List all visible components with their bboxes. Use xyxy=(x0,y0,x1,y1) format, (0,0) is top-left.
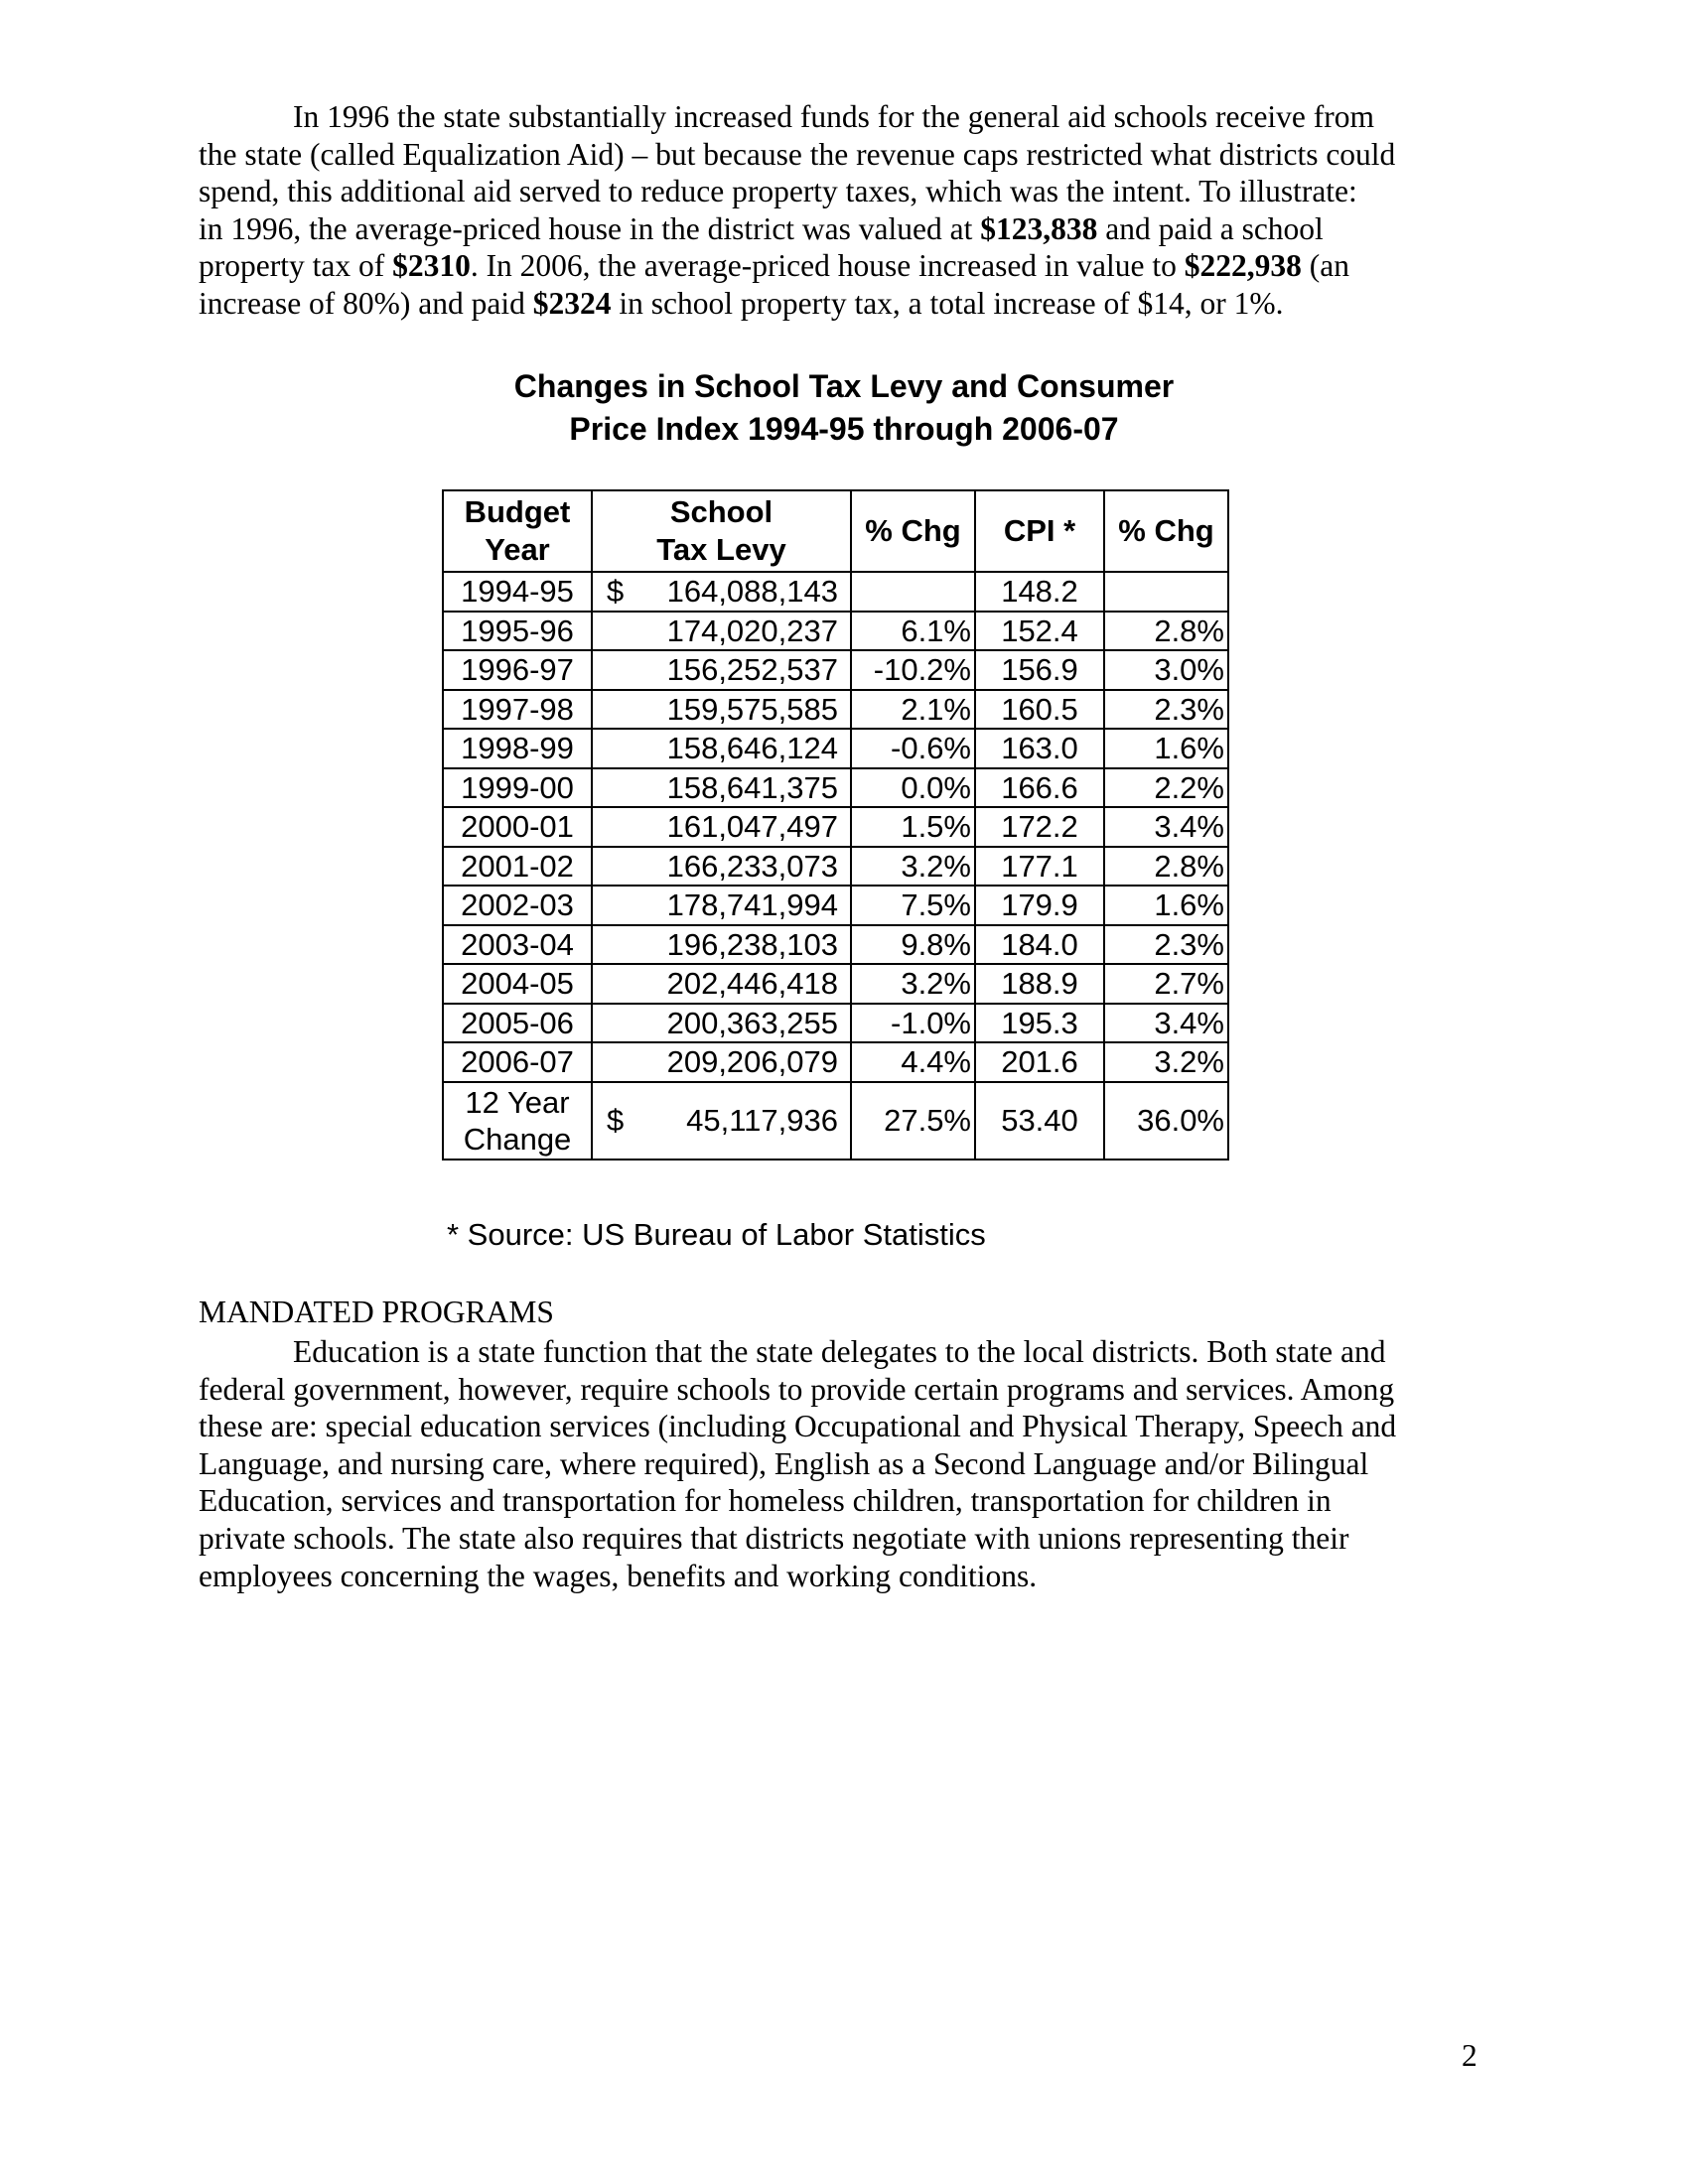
header-budget-year xyxy=(443,490,592,572)
cpi-pct-change-cell: 2.7% xyxy=(1104,964,1228,1004)
mandated-line: Language, and nursing care, where required), English as a Second Language and/or Bilingual xyxy=(199,1445,1369,1481)
intro-paragraph xyxy=(199,98,1489,323)
levy-pct-change-cell: 0.0% xyxy=(851,768,975,808)
cpi-pct-change-cell: 2.8% xyxy=(1104,847,1228,887)
intro-line xyxy=(199,98,1489,136)
table-row xyxy=(443,847,1228,887)
levy-pct-change-cell: -1.0% xyxy=(851,1004,975,1043)
levy-cell xyxy=(592,1042,851,1082)
total-cpi-pct-cell: 36.0% xyxy=(1104,1082,1228,1160)
table-row xyxy=(443,807,1228,847)
table-row xyxy=(443,925,1228,965)
levy-cell xyxy=(592,847,851,887)
intro-text: In 1996 the state substantially increased funds for the general aid schools receive from xyxy=(293,99,1375,134)
header-budget-year-line-2: Year xyxy=(485,532,550,567)
intro-bold-amount: $123,838 xyxy=(980,210,1098,246)
cpi-pct-change-cell xyxy=(1104,572,1228,612)
levy-value: 196,238,103 xyxy=(666,926,838,962)
total-dollar-sign: $ xyxy=(607,1103,625,1138)
intro-line xyxy=(199,210,1489,248)
levy-cell xyxy=(592,612,851,651)
total-year-cell xyxy=(443,1082,592,1160)
total-levy-cell xyxy=(592,1082,851,1160)
intro-line xyxy=(199,247,1489,285)
levy-cell xyxy=(592,650,851,690)
table-title-line-2: Price Index 1994-95 through 2006-07 xyxy=(569,411,1119,447)
dollar-sign: $ xyxy=(607,574,625,610)
cpi-pct-change-cell: 3.2% xyxy=(1104,1042,1228,1082)
levy-pct-change-cell: 4.4% xyxy=(851,1042,975,1082)
cpi-cell: 195.3 xyxy=(975,1004,1104,1043)
table-title xyxy=(199,365,1489,451)
intro-text: the state (called Equalization Aid) – but because the revenue caps restricted what districts could xyxy=(199,136,1396,172)
total-year-line-2: Change xyxy=(463,1121,572,1157)
levy-pct-change-cell: 3.2% xyxy=(851,964,975,1004)
year-cell: 1994-95 xyxy=(443,572,592,612)
cpi-pct-change-cell: 1.6% xyxy=(1104,886,1228,925)
levy-value: 178,741,994 xyxy=(666,887,838,923)
levy-cell xyxy=(592,807,851,847)
header-pct-chg: % Chg xyxy=(851,490,975,572)
intro-bold-amount: $2324 xyxy=(532,285,612,321)
levy-value: 158,646,124 xyxy=(666,731,838,766)
year-cell: 2001-02 xyxy=(443,847,592,887)
cpi-cell: 152.4 xyxy=(975,612,1104,651)
mandated-line: Education, services and transportation for homeless children, transportation for children in xyxy=(199,1483,1332,1519)
intro-text: and paid a school xyxy=(1097,210,1324,246)
levy-pct-change-cell xyxy=(851,572,975,612)
header-cpi-pct-chg: % Chg xyxy=(1104,490,1228,572)
mandated-line: federal government, however, require schools to provide certain programs and services. Among xyxy=(199,1371,1395,1407)
levy-pct-change-cell: 3.2% xyxy=(851,847,975,887)
cpi-pct-change-cell: 2.2% xyxy=(1104,768,1228,808)
cpi-cell: 156.9 xyxy=(975,650,1104,690)
levy-cell xyxy=(592,886,851,925)
mandated-programs-paragraph xyxy=(199,1333,1489,1594)
header-cpi: CPI * xyxy=(975,490,1104,572)
levy-pct-change-cell: 7.5% xyxy=(851,886,975,925)
cpi-pct-change-cell: 3.0% xyxy=(1104,650,1228,690)
intro-text: property tax of xyxy=(199,248,393,284)
levy-pct-change-cell: 2.1% xyxy=(851,690,975,730)
levy-value: 158,641,375 xyxy=(666,769,838,805)
year-cell: 2004-05 xyxy=(443,964,592,1004)
cpi-cell: 166.6 xyxy=(975,768,1104,808)
year-cell: 1998-99 xyxy=(443,729,592,768)
levy-value: 202,446,418 xyxy=(666,966,838,1002)
levy-cell xyxy=(592,768,851,808)
header-budget-year-line-1: Budget xyxy=(464,494,571,529)
cpi-cell: 184.0 xyxy=(975,925,1104,965)
cpi-cell: 179.9 xyxy=(975,886,1104,925)
cpi-cell: 148.2 xyxy=(975,572,1104,612)
table-row xyxy=(443,964,1228,1004)
year-cell: 1995-96 xyxy=(443,612,592,651)
mandated-line: employees concerning the wages, benefits and working conditions. xyxy=(199,1558,1038,1593)
intro-text: in school property tax, a total increase of $14, or 1%. xyxy=(611,285,1284,321)
cpi-cell: 160.5 xyxy=(975,690,1104,730)
cpi-pct-change-cell: 3.4% xyxy=(1104,1004,1228,1043)
mandated-line: these are: special education services (including Occupational and Physical Therapy, Speech and xyxy=(199,1409,1397,1444)
intro-text: spend, this additional aid served to reduce property taxes, which was the intent. To illustrate: xyxy=(199,174,1357,209)
levy-cell xyxy=(592,729,851,768)
year-cell: 2003-04 xyxy=(443,925,592,965)
mandated-programs-heading: MANDATED PROGRAMS xyxy=(199,1295,554,1329)
table-title-line-1: Changes in School Tax Levy and Consumer xyxy=(513,368,1175,404)
total-cpi-cell: 53.40 xyxy=(975,1082,1104,1160)
mandated-line: private schools. The state also requires that districts negotiate with unions representing their xyxy=(199,1520,1349,1556)
intro-bold-amount: $222,938 xyxy=(1184,248,1302,284)
levy-value: 164,088,143 xyxy=(666,574,838,610)
table-row xyxy=(443,612,1228,651)
table-row xyxy=(443,1004,1228,1043)
table-row xyxy=(443,572,1228,612)
cpi-pct-change-cell: 2.8% xyxy=(1104,612,1228,651)
levy-value: 200,363,255 xyxy=(666,1005,838,1040)
table-row xyxy=(443,768,1228,808)
cpi-pct-change-cell: 2.3% xyxy=(1104,690,1228,730)
table-row xyxy=(443,729,1228,768)
year-cell: 2006-07 xyxy=(443,1042,592,1082)
total-year-line-1: 12 Year xyxy=(465,1084,570,1120)
table-row xyxy=(443,886,1228,925)
year-cell: 1997-98 xyxy=(443,690,592,730)
header-school-tax-levy xyxy=(592,490,851,572)
levy-cell xyxy=(592,572,851,612)
levy-cell xyxy=(592,1004,851,1043)
cpi-cell: 172.2 xyxy=(975,807,1104,847)
levy-cell xyxy=(592,964,851,1004)
mandated-line: Education is a state function that the state delegates to the local districts. Both state and xyxy=(293,1334,1386,1369)
levy-cell xyxy=(592,925,851,965)
levy-value: 156,252,537 xyxy=(666,652,838,688)
levy-pct-change-cell: -0.6% xyxy=(851,729,975,768)
intro-line xyxy=(199,173,1489,210)
intro-bold-amount: $2310 xyxy=(392,248,471,284)
intro-line xyxy=(199,285,1489,323)
levy-cell xyxy=(592,690,851,730)
intro-text: in 1996, the average-priced house in the district was valued at xyxy=(199,210,981,246)
cpi-cell: 177.1 xyxy=(975,847,1104,887)
levy-value: 161,047,497 xyxy=(666,809,838,845)
total-pct-cell: 27.5% xyxy=(851,1082,975,1160)
year-cell: 2002-03 xyxy=(443,886,592,925)
intro-line xyxy=(199,136,1489,174)
cpi-cell: 201.6 xyxy=(975,1042,1104,1082)
table-row xyxy=(443,690,1228,730)
levy-value: 166,233,073 xyxy=(666,848,838,884)
total-levy-value: 45,117,936 xyxy=(686,1103,838,1138)
intro-text: increase of 80%) and paid xyxy=(199,285,533,321)
source-note: * Source: US Bureau of Labor Statistics xyxy=(447,1217,986,1252)
header-levy-line-1: School xyxy=(669,494,774,529)
levy-value: 174,020,237 xyxy=(666,613,838,648)
year-cell: 1996-97 xyxy=(443,650,592,690)
table-row xyxy=(443,650,1228,690)
table-body xyxy=(443,572,1228,1082)
intro-text: (an xyxy=(1301,248,1350,284)
levy-value: 159,575,585 xyxy=(666,691,838,727)
table-row xyxy=(443,1042,1228,1082)
levy-value: 209,206,079 xyxy=(666,1044,838,1080)
levy-pct-change-cell: -10.2% xyxy=(851,650,975,690)
year-cell: 2005-06 xyxy=(443,1004,592,1043)
intro-text: . In 2006, the average-priced house increased in value to xyxy=(470,248,1185,284)
cpi-cell: 188.9 xyxy=(975,964,1104,1004)
header-levy-line-2: Tax Levy xyxy=(656,532,786,567)
levy-pct-change-cell: 9.8% xyxy=(851,925,975,965)
cpi-pct-change-cell: 3.4% xyxy=(1104,807,1228,847)
tax-levy-table xyxy=(442,489,1229,1160)
year-cell: 2000-01 xyxy=(443,807,592,847)
cpi-cell: 163.0 xyxy=(975,729,1104,768)
cpi-pct-change-cell: 1.6% xyxy=(1104,729,1228,768)
cpi-pct-change-cell: 2.3% xyxy=(1104,925,1228,965)
table-header-row xyxy=(443,490,1228,572)
levy-pct-change-cell: 1.5% xyxy=(851,807,975,847)
levy-pct-change-cell: 6.1% xyxy=(851,612,975,651)
page-number: 2 xyxy=(1462,2038,1477,2073)
table-total-row xyxy=(443,1082,1228,1160)
year-cell: 1999-00 xyxy=(443,768,592,808)
